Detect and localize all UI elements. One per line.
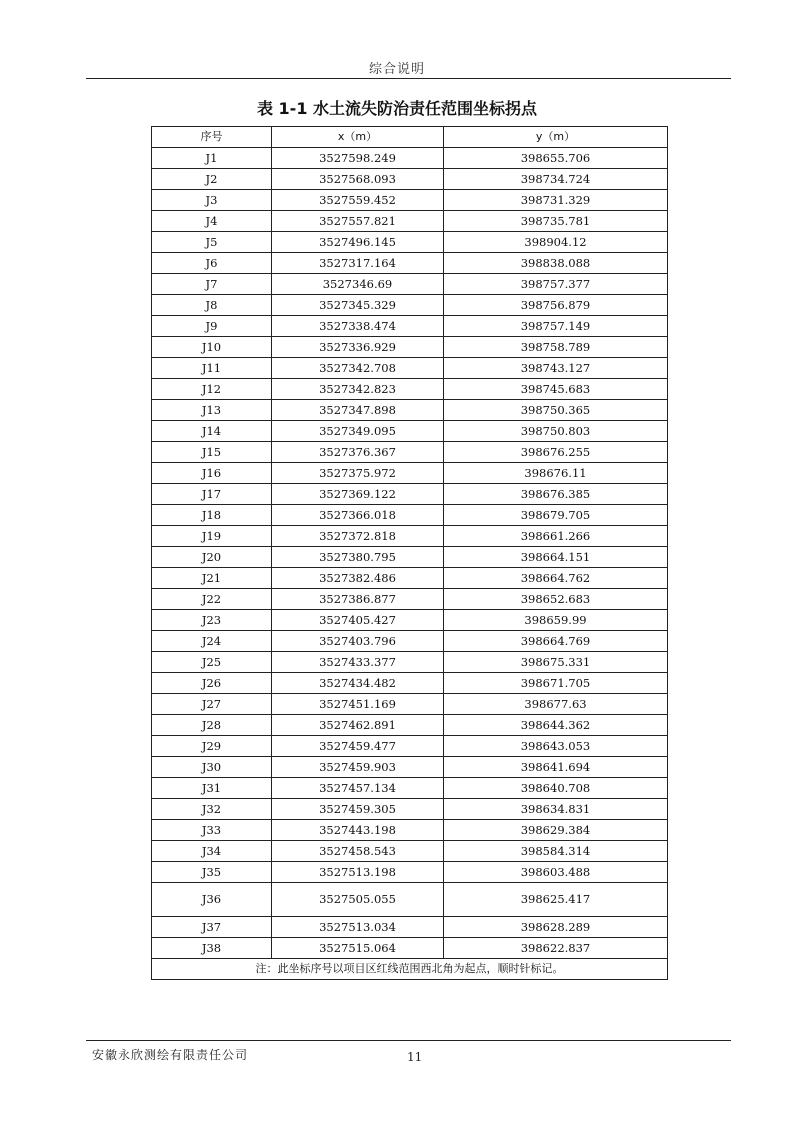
table-row: [152, 463, 668, 484]
cell-y: 398659.99: [444, 610, 668, 631]
cell-x: 3527568.093: [272, 169, 444, 190]
cell-y: 398628.289: [444, 917, 668, 938]
cell-y: 398622.837: [444, 938, 668, 959]
table-row: [152, 400, 668, 421]
cell-y: 398676.255: [444, 442, 668, 463]
cell-serial: J18: [152, 505, 272, 526]
cell-y: 398838.088: [444, 253, 668, 274]
table-row: [152, 841, 668, 862]
cell-serial: J12: [152, 379, 272, 400]
cell-serial: J14: [152, 421, 272, 442]
table-row: [152, 169, 668, 190]
column-header-y: y（m）: [444, 127, 668, 148]
cell-x: 3527459.305: [272, 799, 444, 820]
cell-serial: J16: [152, 463, 272, 484]
table-row: [152, 421, 668, 442]
cell-y: 398603.488: [444, 862, 668, 883]
cell-y: 398735.781: [444, 211, 668, 232]
cell-serial: J19: [152, 526, 272, 547]
cell-serial: J21: [152, 568, 272, 589]
column-header-x: x（m）: [272, 127, 444, 148]
table-row: [152, 568, 668, 589]
cell-serial: J37: [152, 917, 272, 938]
cell-serial: J22: [152, 589, 272, 610]
cell-serial: J38: [152, 938, 272, 959]
cell-serial: J4: [152, 211, 272, 232]
cell-serial: J6: [152, 253, 272, 274]
cell-y: 398676.11: [444, 463, 668, 484]
table-row: [152, 673, 668, 694]
table-row: [152, 148, 668, 169]
cell-x: 3527462.891: [272, 715, 444, 736]
cell-serial: J28: [152, 715, 272, 736]
table-row: [152, 589, 668, 610]
cell-x: 3527459.903: [272, 757, 444, 778]
cell-serial: J10: [152, 337, 272, 358]
cell-serial: J23: [152, 610, 272, 631]
column-header-serial: 序号: [152, 127, 272, 148]
table-row: [152, 862, 668, 883]
cell-x: 3527347.898: [272, 400, 444, 421]
table-row: [152, 232, 668, 253]
table-row: [152, 379, 668, 400]
table-row: [152, 442, 668, 463]
table-row: [152, 736, 668, 757]
cell-x: 3527458.543: [272, 841, 444, 862]
table-row: [152, 778, 668, 799]
cell-y: 398664.762: [444, 568, 668, 589]
cell-y: 398757.377: [444, 274, 668, 295]
table-row: [152, 211, 668, 232]
cell-x: 3527346.69: [272, 274, 444, 295]
cell-x: 3527372.818: [272, 526, 444, 547]
cell-y: 398584.314: [444, 841, 668, 862]
table-row: [152, 484, 668, 505]
table-row: [152, 526, 668, 547]
table-caption: 表 1-1 水土流失防治责任范围坐标拐点: [256, 99, 538, 118]
cell-serial: J35: [152, 862, 272, 883]
table-row: [152, 917, 668, 938]
cell-y: 398758.789: [444, 337, 668, 358]
cell-x: 3527375.972: [272, 463, 444, 484]
cell-serial: J25: [152, 652, 272, 673]
table-row: [152, 316, 668, 337]
cell-serial: J17: [152, 484, 272, 505]
cell-serial: J36: [152, 883, 272, 917]
coordinate-table: [151, 126, 668, 980]
table-row: [152, 547, 668, 568]
cell-y: 398679.705: [444, 505, 668, 526]
cell-x: 3527386.877: [272, 589, 444, 610]
cell-x: 3527336.929: [272, 337, 444, 358]
table-header-row: [152, 127, 668, 148]
cell-x: 3527451.169: [272, 694, 444, 715]
cell-serial: J29: [152, 736, 272, 757]
cell-y: 398661.266: [444, 526, 668, 547]
table-row: [152, 631, 668, 652]
cell-x: 3527457.134: [272, 778, 444, 799]
header-divider: [86, 78, 731, 79]
cell-x: 3527380.795: [272, 547, 444, 568]
table-row: [152, 757, 668, 778]
cell-serial: J3: [152, 190, 272, 211]
cell-y: 398652.683: [444, 589, 668, 610]
cell-serial: J20: [152, 547, 272, 568]
cell-x: 3527433.377: [272, 652, 444, 673]
cell-x: 3527382.486: [272, 568, 444, 589]
cell-y: 398644.362: [444, 715, 668, 736]
cell-serial: J34: [152, 841, 272, 862]
table-row: [152, 274, 668, 295]
cell-x: 3527598.249: [272, 148, 444, 169]
cell-x: 3527434.482: [272, 673, 444, 694]
cell-serial: J1: [152, 148, 272, 169]
page-number: 11: [407, 1050, 423, 1064]
footer-divider: [86, 1040, 731, 1041]
cell-x: 3527345.329: [272, 295, 444, 316]
cell-serial: J31: [152, 778, 272, 799]
cell-serial: J5: [152, 232, 272, 253]
cell-y: 398677.63: [444, 694, 668, 715]
cell-serial: J26: [152, 673, 272, 694]
table-row: [152, 295, 668, 316]
cell-serial: J8: [152, 295, 272, 316]
cell-x: 3527349.095: [272, 421, 444, 442]
cell-y: 398664.151: [444, 547, 668, 568]
cell-serial: J9: [152, 316, 272, 337]
table-row: [152, 358, 668, 379]
cell-x: 3527496.145: [272, 232, 444, 253]
footer-company-name: 安徽永欣测绘有限责任公司: [92, 1048, 249, 1062]
cell-y: 398625.417: [444, 883, 668, 917]
cell-x: 3527403.796: [272, 631, 444, 652]
cell-x: 3527376.367: [272, 442, 444, 463]
cell-serial: J33: [152, 820, 272, 841]
cell-x: 3527515.064: [272, 938, 444, 959]
cell-serial: J27: [152, 694, 272, 715]
cell-y: 398750.365: [444, 400, 668, 421]
cell-y: 398756.879: [444, 295, 668, 316]
cell-y: 398675.331: [444, 652, 668, 673]
cell-y: 398634.831: [444, 799, 668, 820]
cell-x: 3527342.708: [272, 358, 444, 379]
cell-y: 398757.149: [444, 316, 668, 337]
cell-x: 3527443.198: [272, 820, 444, 841]
cell-y: 398734.724: [444, 169, 668, 190]
cell-y: 398640.708: [444, 778, 668, 799]
cell-x: 3527366.018: [272, 505, 444, 526]
cell-x: 3527338.474: [272, 316, 444, 337]
table-row: [152, 505, 668, 526]
cell-x: 3527405.427: [272, 610, 444, 631]
cell-x: 3527342.823: [272, 379, 444, 400]
cell-y: 398655.706: [444, 148, 668, 169]
table-note: 注：此坐标序号以项目区红线范围西北角为起点，顺时针标记。: [152, 959, 668, 980]
cell-y: 398643.053: [444, 736, 668, 757]
cell-y: 398664.769: [444, 631, 668, 652]
table-row: [152, 883, 668, 917]
cell-y: 398904.12: [444, 232, 668, 253]
cell-x: 3527513.198: [272, 862, 444, 883]
cell-serial: J7: [152, 274, 272, 295]
table-row: [152, 715, 668, 736]
table-body: [152, 148, 668, 959]
cell-x: 3527559.452: [272, 190, 444, 211]
table-note-row: [152, 959, 668, 980]
cell-x: 3527369.122: [272, 484, 444, 505]
cell-y: 398629.384: [444, 820, 668, 841]
cell-x: 3527505.055: [272, 883, 444, 917]
cell-serial: J24: [152, 631, 272, 652]
cell-serial: J15: [152, 442, 272, 463]
cell-x: 3527513.034: [272, 917, 444, 938]
cell-y: 398671.705: [444, 673, 668, 694]
table-row: [152, 694, 668, 715]
cell-serial: J30: [152, 757, 272, 778]
table-row: [152, 190, 668, 211]
table-row: [152, 820, 668, 841]
table-row: [152, 652, 668, 673]
cell-y: 398745.683: [444, 379, 668, 400]
cell-x: 3527557.821: [272, 211, 444, 232]
running-header-title: 综合说明: [368, 62, 425, 77]
cell-y: 398750.803: [444, 421, 668, 442]
table-row: [152, 253, 668, 274]
cell-y: 398731.329: [444, 190, 668, 211]
cell-serial: J11: [152, 358, 272, 379]
table-row: [152, 938, 668, 959]
cell-y: 398676.385: [444, 484, 668, 505]
cell-serial: J32: [152, 799, 272, 820]
cell-x: 3527317.164: [272, 253, 444, 274]
cell-x: 3527459.477: [272, 736, 444, 757]
cell-y: 398743.127: [444, 358, 668, 379]
cell-serial: J13: [152, 400, 272, 421]
cell-serial: J2: [152, 169, 272, 190]
table-row: [152, 610, 668, 631]
table-row: [152, 799, 668, 820]
table-row: [152, 337, 668, 358]
cell-y: 398641.694: [444, 757, 668, 778]
